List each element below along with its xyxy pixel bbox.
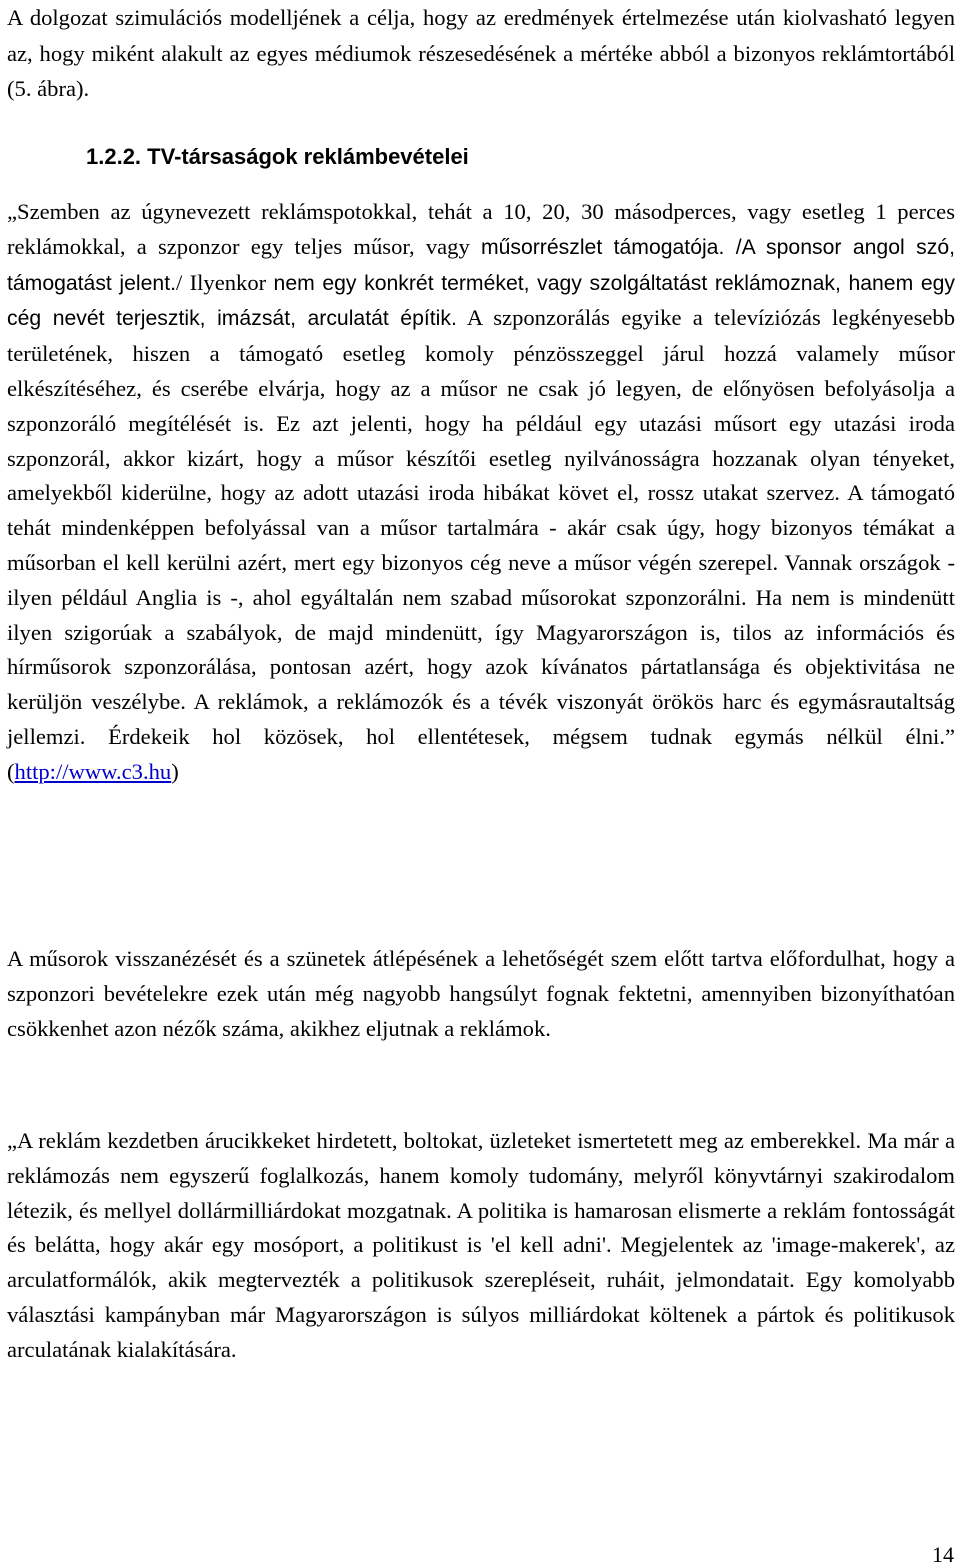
quote1-sans-text-2: nem egy konkrét terméket, vagy szolgáltatást reklámoznak, hanem egy cég nevét terjesztik, imázsát, arculatát építik.: [7, 271, 955, 331]
document-page: [7, 0, 955, 1567]
source-link[interactable]: http://www.c3.hu: [14, 758, 172, 784]
quote1-text-3: A szponzorálás egyike a televíziózás legkényesebb területének, hiszen a támogató esetleg komoly pénzösszeggel járul hozzá valamely műsor elkészítéséhez, és cserébe elvárja, hogy az a műsor ne csak jó legyen, de előnyösen befolyásolja a szponzoráló megítélését is. Ez azt jelenti, hogy ha például egy utazási műsort egy utazási iroda szponzorál, akkor kizárt, hogy a műsor készítői esetleg nyilvánosságra hozzanak olyan tényeket, amelyekből kiderülne, hogy az adott utazási iroda hibákat követ el, rossz utakat szervez. A támogató tehát mindenképpen befolyással van a műsor tartalmára - akár csak úgy, hogy bizonyos témákat a műsorban el kell kerülni azért, mert egy bizonyos cég neve a műsor végén szerepel. Vannak országok - ilyen például Anglia is -, ahol egyáltalán nem szabad műsorokat szponzorálni. Ha nem is mindenütt ilyen szigorúak a szabályok, de majd mindenütt, így Magyarországon is, tilos az információs és hírműsorok szponzorálása, pontosan azért, hogy azok kívánatos pártatlansága és objektivitása ne kerüljön veszélybe. A reklámok, a reklámozók és a tévék viszonyát örökös harc és egymásrautaltság jellemzi. Érdekeik hol közösek, hol ellentétesek, mégsem tudnak egymás nélkül élni.”: [7, 305, 955, 749]
quote-paragraph-2: [7, 1124, 955, 1368]
quote2-text: „A reklám kezdetben árucikkeket hirdetett, boltokat, üzleteket ismertetett meg az emberekkel. Ma már a reklámozás nem egyszerű foglalkozás, hanem komoly tudomány, melyről könyvtárnyi szakirodalom létezik, és mellyel dollármilliárdokat mozgatnak. A politika is hamarosan elismerte a reklám fontosságát és belátta, hogy akár egy mosóport, a politikust is 'el kell adni'. Megjelentek az 'image-makerek', az arculatformálók, akik megtervezték a politikusok szerepléseit, ruháit, jelmondatait. Egy komolyabb választási kampányban már Magyarországon is súlyos milliárdokat költenek a pártok és politikusok arculatának kialakítására.: [7, 1128, 955, 1362]
section-title: TV-társaságok reklámbevételei: [147, 144, 469, 169]
paragraph2-text: A műsorok visszanézését és a szünetek átlépésének a lehetőségét szem előtt tartva előfordulhat, hogy a szponzori bevételekre ezek után még nagyobb hangsúlyt fognak fektetni, amennyiben bizonyíthatóan csökkenhet azon nézők száma, akikhez eljutnak a reklámok.: [7, 946, 955, 1041]
quote1-text-2: / Ilyenkor: [175, 269, 274, 295]
quote1-sans-text-1: műsorrészlet támogatója. /A sponsor angol szó, támogatást jelent.: [7, 235, 955, 295]
intro-paragraph: [7, 0, 955, 107]
section-heading: [86, 142, 469, 172]
quote1-text-1: „Szemben az úgynevezett reklámspotokkal, tehát a 10, 20, 30 másodperces, vagy esetleg 1 perces reklámokkal, a szponzor egy teljes műsor, vagy: [7, 199, 955, 259]
quote-paragraph-1: [7, 195, 955, 790]
body-paragraph-2: [7, 942, 955, 1046]
source-paren-close: ): [171, 758, 179, 784]
source-paren-open: (: [7, 758, 15, 784]
page-number: 14: [932, 1542, 954, 1567]
intro-text: A dolgozat szimulációs modelljének a célja, hogy az eredmények értelmezése után kiolvasható legyen az, hogy miként alakult az egyes médiumok részesedésének a mértéke abból a bizonyos reklámtortából (5. ábra).: [7, 5, 955, 101]
section-number: 1.2.2.: [86, 144, 142, 169]
